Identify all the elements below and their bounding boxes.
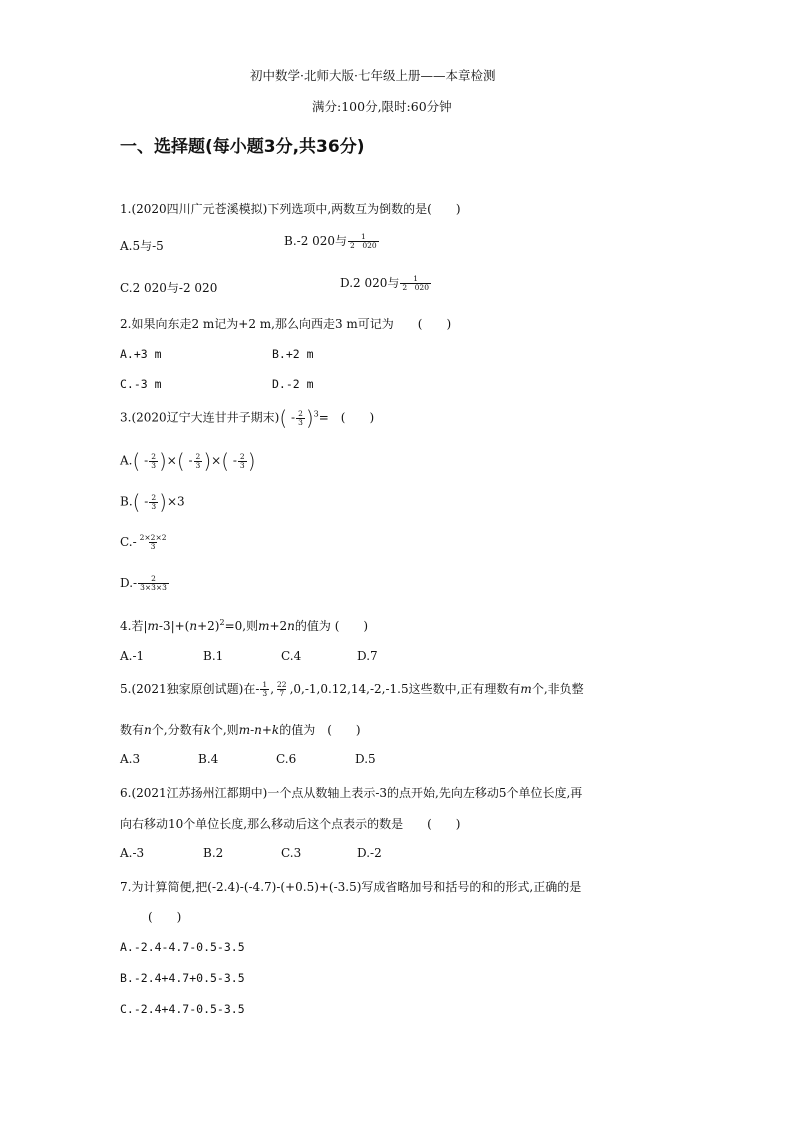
question-1-option-c: C.2 020与-2 020 xyxy=(120,281,218,295)
question-6-option-c: C.3 xyxy=(281,846,302,860)
page-title: 初中数学·北师大版·七年级上册——本章检测 xyxy=(250,68,496,83)
question-3-stem: 3.(2020辽宁大连甘井子期末)( - $\frac{2}{3}$ )$^3$= ( ) xyxy=(120,406,375,430)
question-4-option-c: C.4 xyxy=(281,649,302,663)
question-3-option-a: A.( - $\frac{2}{3}$ )×( - $\frac{2}{3}$ )×( - $\frac{2}{3}$ ) xyxy=(120,449,256,473)
question-5-stem-line-2: 数有n个,分数有k个,则m-n+k的值为 ( ) xyxy=(120,723,361,737)
question-5-stem-line-1: 5.(2021独家原创试题)在- $\frac{1}{3}$ , $\frac{22}{7}$ ,0,-1,0.12,14,-2,-1.5这些数中,正有理数有m个,非负整 xyxy=(120,680,584,698)
section-title: 一、选择题(每小题3分,共36分) xyxy=(120,137,365,157)
question-5-option-c: C.6 xyxy=(276,752,297,766)
question-5-option-a: A.3 xyxy=(120,752,141,766)
question-6-option-d: D.-2 xyxy=(357,846,382,860)
question-2-option-a: A.+3 m xyxy=(120,347,162,361)
question-1-option-a: A.5与-5 xyxy=(120,239,164,253)
question-7-stem-line-2: ( ) xyxy=(148,910,182,924)
question-6-stem-line-2: 向右移动10个单位长度,那么移动后这个点表示的数是 ( ) xyxy=(120,817,461,831)
question-2-option-d: D.-2 m xyxy=(272,377,314,391)
question-6-option-a: A.-3 xyxy=(120,846,145,860)
question-1-option-d: D.2 020与 $\frac{1}{2 020}$ xyxy=(340,274,429,292)
page-subtitle: 满分:100分,限时:60分钟 xyxy=(312,99,452,114)
question-4-option-b: B.1 xyxy=(203,649,224,663)
question-2-option-c: C.-3 m xyxy=(120,377,162,391)
question-3-option-d: D.- $\frac{2}{3\times 3\times 3}$ xyxy=(120,574,167,592)
question-3-option-c: C.- $\frac{2\times 2\times 2}{3}$ xyxy=(120,533,167,551)
question-5-option-d: D.5 xyxy=(355,752,376,766)
question-7-option-b: B.-2.4+4.7+0.5-3.5 xyxy=(120,971,245,985)
question-5-option-b: B.4 xyxy=(198,752,219,766)
question-2-option-b: B.+2 m xyxy=(272,347,314,361)
question-4-stem: 4.若$|m-3|+(n+2)^2=0$,则m+2n的值为 ( ) xyxy=(120,618,369,633)
question-7-option-a: A.-2.4-4.7-0.5-3.5 xyxy=(120,940,245,954)
question-7-option-c: C.-2.4+4.7-0.5-3.5 xyxy=(120,1002,245,1016)
question-4-option-d: D.7 xyxy=(357,649,378,663)
question-3-option-b: B.( - $\frac{2}{3}$ )×3 xyxy=(120,490,185,514)
question-6-option-b: B.2 xyxy=(203,846,224,860)
question-6-stem-line-1: 6.(2021江苏扬州江都期中)一个点从数轴上表示-3的点开始,先向左移动5个单位长度,再 xyxy=(120,786,583,800)
question-4-option-a: A.-1 xyxy=(120,649,145,663)
question-1-option-b: B.-2 020与 $\frac{1}{2 020}$ xyxy=(284,232,377,250)
question-2-stem: 2.如果向东走2 m记为+2 m,那么向西走3 m可记为 ( ) xyxy=(120,317,452,331)
question-7-stem-line-1: 7.为计算简便,把(-2.4)-(-4.7)-(+0.5)+(-3.5)写成省略加号和括号的和的形式,正确的是 xyxy=(120,880,582,894)
question-1-stem: 1.(2020四川广元苍溪模拟)下列选项中,两数互为倒数的是( ) xyxy=(120,202,461,216)
